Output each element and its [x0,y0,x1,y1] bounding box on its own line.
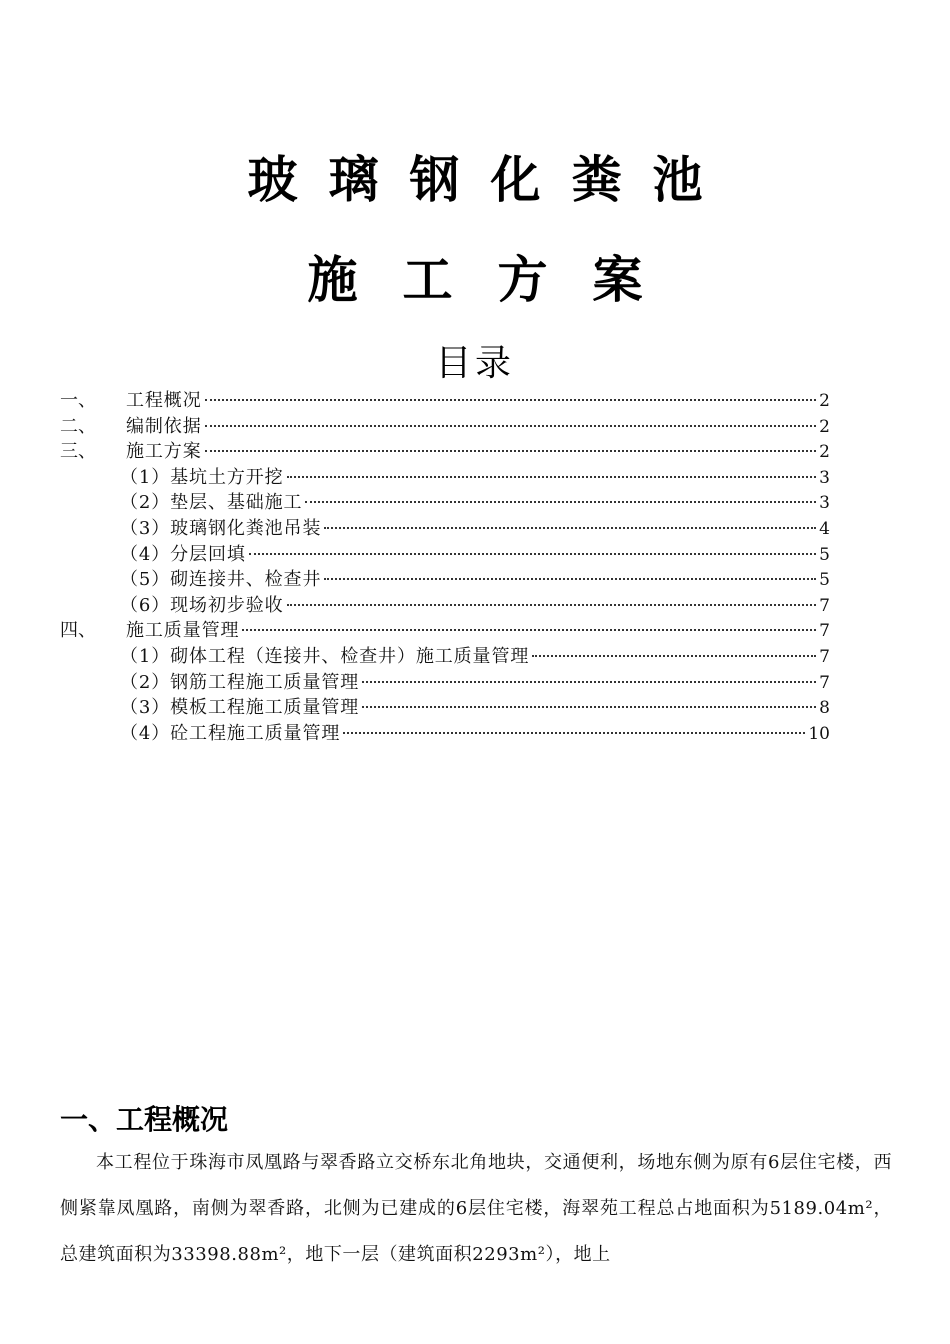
toc-dot-leader [305,501,816,503]
toc-dot-leader [205,399,817,401]
toc-dot-leader [362,706,816,708]
toc-entry-rebar-quality[interactable] [60,670,830,696]
toc-entry-quality-management[interactable] [60,618,830,644]
toc-entry-title: （5）砌连接井、检查井 [120,569,322,591]
toc-entry-cushion-foundation[interactable] [60,490,830,516]
toc-entry-title: （2）钢筋工程施工质量管理 [120,671,360,693]
toc-entry-title: 编制依据 [126,415,202,437]
toc-entry-tank-hoisting[interactable] [60,516,830,542]
toc-entry-page: 3 [819,493,830,514]
toc-dot-leader [249,553,816,555]
toc-heading: 目录 [435,343,515,384]
toc-dot-leader [287,604,817,606]
toc-entry-formwork-quality[interactable] [60,695,830,721]
toc-entry-page: 2 [819,416,830,437]
toc-entry-title: （3）模板工程施工质量管理 [120,697,360,719]
toc-entry-page: 5 [819,570,830,591]
toc-entry-compilation-basis[interactable] [60,414,830,440]
toc-entry-title: （4）分层回填 [120,543,246,565]
toc-entry-page: 10 [808,723,830,744]
toc-entry-page: 4 [819,518,830,539]
toc-entry-page: 5 [819,544,830,565]
toc-entry-title: （1）砌体工程（连接井、检查井）施工质量管理 [120,645,530,667]
toc-dot-leader [532,655,816,657]
toc-entry-page: 2 [819,391,830,411]
section-paragraph-project-overview: 本工程位于珠海市凤凰路与翠香路立交桥东北角地块，交通便利，场地东侧为原有6层住宅楼，西侧紧靠凤凰路，南侧为翠香路，北侧为已建成的6层住宅楼，海翠苑工程总占地面积为5189.04m²，总建筑面积为33398.88m²，地下一层（建筑面积2293m²），地上 [60,1152,892,1265]
toc-entry-title: 施工质量管理 [126,620,240,642]
toc-entry-construction-plan[interactable] [60,439,830,465]
toc-entry-title: 工程概况 [126,390,202,411]
toc-entry-title: （1）基坑土方开挖 [120,466,284,488]
toc-entry-title: （3）玻璃钢化粪池吊装 [120,517,322,539]
toc-entry-page: 2 [819,442,830,463]
toc-entry-page: 7 [819,672,830,693]
document-title-line-2: 施工方案 [307,250,688,309]
toc-dot-leader [362,681,816,683]
toc-dot-leader [343,732,805,734]
toc-entry-number: 三、 [60,441,96,463]
toc-entry-title: 施工方案 [126,441,202,463]
document-title-line-1: 玻璃钢化粪池 [247,150,734,209]
toc-entry-initial-acceptance[interactable] [60,593,830,619]
toc-entry-excavation[interactable] [60,465,830,491]
toc-entry-number: 四、 [60,620,96,642]
toc-entry-page: 3 [819,467,830,488]
toc-entry-project-overview[interactable] [60,388,830,414]
toc-dot-leader [205,450,817,452]
toc-entry-page: 7 [819,646,830,667]
toc-entry-layered-backfill[interactable] [60,542,830,568]
toc-dot-leader [324,578,816,580]
toc-entry-concrete-quality[interactable] [60,721,830,747]
toc-dot-leader [324,527,816,529]
toc-entry-masonry-quality[interactable] [60,644,830,670]
toc-entry-title: （4）砼工程施工质量管理 [120,722,341,744]
toc-entry-title: （6）现场初步验收 [120,594,284,616]
toc-entry-page: 7 [819,595,830,616]
toc-dot-leader [287,476,817,478]
toc-entry-page: 7 [819,621,830,642]
toc-entry-page: 8 [819,698,830,719]
toc-entry-number: 一、 [60,390,96,411]
section-heading-project-overview: 一、工程概况 [60,1103,229,1136]
toc-dot-leader [242,629,816,631]
toc-dot-leader [205,425,817,427]
toc-entry-title: （2）垫层、基础施工 [120,492,303,514]
toc-entry-masonry-wells[interactable] [60,567,830,593]
table-of-contents [60,388,830,746]
toc-entry-number: 二、 [60,415,96,437]
